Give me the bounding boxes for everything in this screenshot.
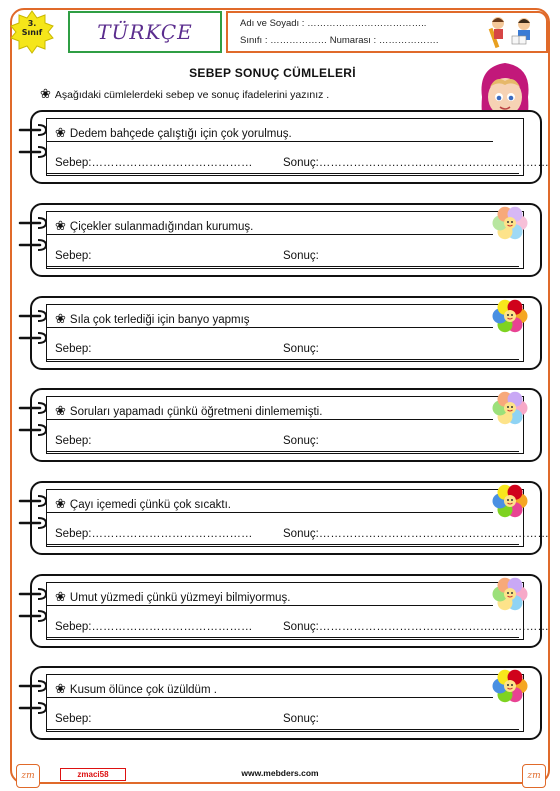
cause-field[interactable] bbox=[55, 713, 91, 725]
ring-binder-icon bbox=[18, 517, 48, 529]
ring-binder-icon bbox=[18, 680, 48, 692]
colorful-flower-icon bbox=[492, 668, 528, 704]
flower-bullet-icon: ❀ bbox=[55, 681, 66, 696]
effect-label: Sonuç: bbox=[283, 528, 319, 540]
colorful-flower-icon bbox=[492, 205, 528, 241]
instruction bbox=[40, 86, 329, 102]
ring-binder-icon bbox=[18, 424, 48, 436]
ring-binder-icon bbox=[18, 239, 48, 251]
cause-label: Sebep: bbox=[55, 621, 92, 633]
effect-dots: …………………………………………………… bbox=[318, 157, 549, 169]
sentence-box bbox=[46, 118, 549, 176]
flower-bullet-icon: ❀ bbox=[40, 86, 51, 101]
cause-field[interactable] bbox=[55, 528, 252, 540]
grade-number: 3. bbox=[27, 19, 37, 28]
answer-row[interactable] bbox=[47, 528, 549, 544]
cause-field[interactable] bbox=[55, 621, 252, 633]
answer-row[interactable] bbox=[47, 252, 519, 266]
answer-underline bbox=[47, 544, 519, 545]
sentence-underline bbox=[47, 141, 493, 142]
ring-binder-icon bbox=[18, 332, 48, 344]
effect-dots: …………………………………………………… bbox=[318, 528, 549, 540]
cause-label: Sebep: bbox=[55, 343, 92, 355]
footer-logo-right: zm bbox=[522, 764, 546, 788]
answer-underline bbox=[47, 637, 519, 638]
subject-box bbox=[68, 11, 222, 53]
answer-underline bbox=[47, 266, 519, 267]
effect-field[interactable] bbox=[283, 435, 319, 447]
grade-sub: Sınıf bbox=[21, 28, 43, 37]
effect-field[interactable] bbox=[283, 343, 319, 355]
effect-field[interactable] bbox=[283, 713, 319, 725]
ring-binder-icon bbox=[18, 124, 48, 136]
cause-dots: …………………………………… bbox=[91, 621, 253, 633]
effect-label: Sonuç: bbox=[283, 157, 319, 169]
sentence-content: Çayı içemedi çünkü çok sıcaktı. bbox=[69, 499, 231, 511]
sentence-text bbox=[55, 218, 253, 234]
student-info-box bbox=[226, 11, 548, 53]
effect-label: Sonuç: bbox=[283, 713, 319, 725]
sentence-box bbox=[46, 396, 524, 454]
sentence-underline bbox=[47, 419, 493, 420]
sentence-box bbox=[46, 489, 549, 547]
effect-label: Sonuç: bbox=[283, 343, 319, 355]
sentence-box bbox=[46, 582, 549, 640]
sentence-underline bbox=[47, 327, 493, 328]
answer-row[interactable] bbox=[47, 157, 549, 173]
effect-dots: …………………………………………………… bbox=[318, 621, 549, 633]
sentence-text bbox=[55, 311, 250, 327]
sentence-text bbox=[55, 496, 231, 512]
ring-binder-icon bbox=[18, 217, 48, 229]
cause-field[interactable] bbox=[55, 435, 91, 447]
instruction-text: Aşağıdaki cümlelerdeki sebep ve sonuç ifadelerini yazınız . bbox=[54, 89, 330, 101]
sentence-content: Sıla çok terlediği için banyo yapmış bbox=[69, 314, 250, 326]
sentence-box bbox=[46, 674, 524, 732]
flower-bullet-icon: ❀ bbox=[55, 496, 66, 511]
cause-dots: …………………………………… bbox=[91, 528, 253, 540]
sentence-box bbox=[46, 211, 524, 269]
footer-site[interactable]: www.mebders.com bbox=[241, 768, 319, 778]
sentence-text bbox=[55, 403, 322, 419]
footer-rule bbox=[38, 782, 522, 783]
sentence-content: Kusum ölünce çok üzüldüm . bbox=[69, 684, 217, 696]
sentence-text bbox=[55, 589, 290, 605]
colorful-flower-icon bbox=[492, 483, 528, 519]
flower-bullet-icon: ❀ bbox=[55, 403, 66, 418]
cause-field[interactable] bbox=[55, 157, 252, 169]
ring-binder-icon bbox=[18, 310, 48, 322]
ring-binder-icon bbox=[18, 495, 48, 507]
sentence-underline bbox=[47, 234, 493, 235]
ring-binder-icon bbox=[18, 146, 48, 158]
flower-bullet-icon: ❀ bbox=[55, 218, 66, 233]
colorful-flower-icon bbox=[492, 298, 528, 334]
flower-bullet-icon: ❀ bbox=[55, 589, 66, 604]
cause-field[interactable] bbox=[55, 250, 91, 262]
answer-underline bbox=[47, 173, 519, 174]
answer-underline bbox=[47, 451, 519, 452]
worksheet-heading: SEBEP SONUÇ CÜMLELERİ bbox=[189, 66, 356, 80]
effect-label: Sonuç: bbox=[283, 250, 319, 262]
cause-label: Sebep: bbox=[55, 157, 92, 169]
sentence-text bbox=[55, 681, 217, 697]
cause-label: Sebep: bbox=[55, 250, 92, 262]
sentence-content: Dedem bahçede çalıştığı için çok yorulmuş. bbox=[69, 128, 292, 140]
flower-bullet-icon: ❀ bbox=[55, 311, 66, 326]
cause-label: Sebep: bbox=[55, 435, 92, 447]
class-number-field[interactable]: Sınıfı : ……………… Numarası : ………………. bbox=[240, 35, 439, 46]
answer-underline bbox=[47, 359, 519, 360]
sentence-box bbox=[46, 304, 524, 362]
effect-label: Sonuç: bbox=[283, 435, 319, 447]
ring-binder-icon bbox=[18, 588, 48, 600]
cause-field[interactable] bbox=[55, 343, 91, 355]
sentence-text bbox=[55, 125, 292, 141]
colorful-flower-icon bbox=[492, 390, 528, 426]
cause-dots: …………………………………… bbox=[91, 157, 253, 169]
cause-label: Sebep: bbox=[55, 713, 92, 725]
sentence-underline bbox=[47, 605, 493, 606]
sentence-content: Umut yüzmedi çünkü yüzmeyi bilmiyormuş. bbox=[69, 592, 291, 604]
effect-field[interactable] bbox=[283, 157, 549, 169]
grade-label bbox=[10, 19, 54, 37]
sentence-underline bbox=[47, 697, 493, 698]
ring-binder-icon bbox=[18, 402, 48, 414]
answer-row[interactable] bbox=[47, 715, 519, 729]
answer-underline bbox=[47, 729, 519, 730]
sentence-content: Çiçekler sulanmadığından kurumuş. bbox=[69, 221, 254, 233]
effect-field[interactable] bbox=[283, 250, 319, 262]
colorful-flower-icon bbox=[492, 576, 528, 612]
answer-row[interactable] bbox=[47, 437, 519, 451]
subject-title: TÜRKÇE bbox=[97, 20, 193, 44]
effect-field[interactable] bbox=[283, 528, 549, 540]
sentence-content: Soruları yapamadı çünkü öğretmeni dinlememişti. bbox=[69, 406, 323, 418]
answer-row[interactable] bbox=[47, 345, 519, 359]
name-field[interactable]: Adı ve Soyadı : ……………………………….. bbox=[240, 18, 427, 29]
footer-logo-left: zm bbox=[16, 764, 40, 788]
flower-bullet-icon: ❀ bbox=[55, 125, 66, 140]
sentence-underline bbox=[47, 512, 493, 513]
answer-row[interactable] bbox=[47, 621, 549, 637]
footer-badge: zmaci58 bbox=[60, 768, 126, 781]
ring-binder-icon bbox=[18, 610, 48, 622]
effect-field[interactable] bbox=[283, 621, 549, 633]
cause-label: Sebep: bbox=[55, 528, 92, 540]
effect-label: Sonuç: bbox=[283, 621, 319, 633]
kids-reading-illustration bbox=[484, 14, 542, 50]
ring-binder-icon bbox=[18, 702, 48, 714]
